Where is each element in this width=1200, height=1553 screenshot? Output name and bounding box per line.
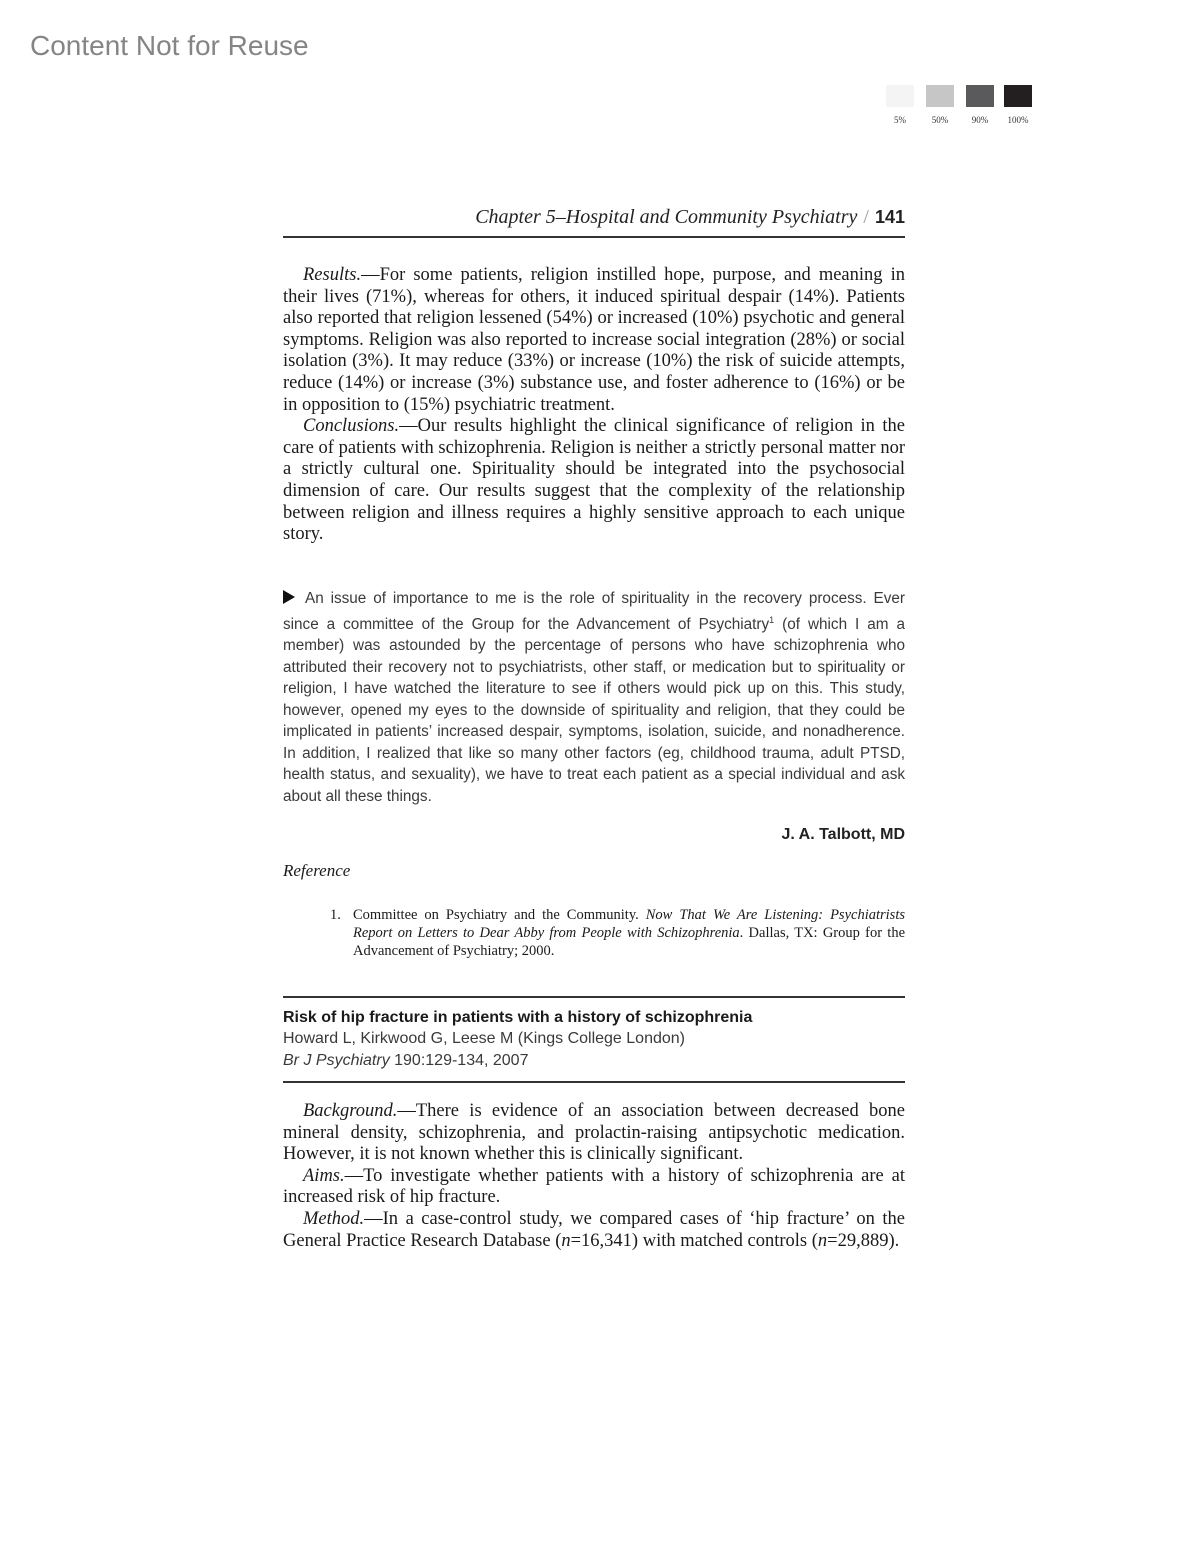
conclusions-lead: Conclusions. bbox=[303, 416, 400, 437]
running-head-separator: / bbox=[863, 206, 869, 228]
reference-item bbox=[330, 906, 905, 960]
results-lead: Results. bbox=[303, 265, 362, 285]
swatch-50 bbox=[926, 85, 954, 107]
n-symbol: n bbox=[561, 1230, 571, 1251]
swatch-100 bbox=[1004, 85, 1032, 107]
article-authors: Howard L, Kirkwood G, Leese M (Kings College London) bbox=[283, 1030, 685, 1047]
swatch-90 bbox=[966, 85, 994, 107]
header-rule bbox=[283, 236, 905, 238]
method-paragraph bbox=[283, 1209, 905, 1252]
conclusions-paragraph bbox=[283, 416, 905, 546]
reference-marker: 1 bbox=[769, 614, 775, 625]
watermark: Content Not for Reuse bbox=[30, 30, 309, 61]
comment-text-continued: (of which I am a member) was astounded by the percentage of persons who have schizophrenia who attributed their recovery not to psychiatrists, other staff, or medication but to spirituality or religion, I have watched the literature to see if others would pick up on this. This study, however, opened my eyes to the downside of spirituality and religion, that they could be implicated in patients’ increased despair, symptoms, isolation, suicide, and nonadherence. In addition, I realized that like so many other factors (eg, childhood trauma, adult PTSD, health status, and sexuality), we have to treat each patient as a special individual and ask about all these things. bbox=[283, 615, 905, 805]
results-text: —For some patients, religion instilled hope, purpose, and meaning in their lives (71%), whereas for others, it induced spiritual despair (14%). Patients also reported that religion lessened (54%) or increased (10%) psychotic and general symptoms. Religion was also reported to increase social integration (28%) or social isolation (3%). It may reduce (33%) or increase (10%) the risk of suicide attempts, reduce (14%) or increase (3%) substance use, and foster adherence to (16%) or be in opposition to (15%) psychiatric treatment. bbox=[283, 265, 905, 415]
abstract-continued bbox=[283, 265, 905, 546]
aims-paragraph bbox=[283, 1166, 905, 1209]
reference-number: 1. bbox=[330, 907, 341, 923]
swatch-label: 100% bbox=[1007, 115, 1029, 125]
reference-publisher: . Dallas, TX: Group for the Advancement of Psychiatry; 2000. bbox=[353, 925, 906, 959]
background-paragraph bbox=[283, 1101, 905, 1166]
swatch-label: 90% bbox=[971, 115, 989, 125]
aims-text: —To investigate whether patients with a history of schizophrenia are at increased risk of hip fracture. bbox=[283, 1165, 905, 1208]
method-text-2: =16,341) with matched controls ( bbox=[570, 1230, 818, 1251]
results-paragraph bbox=[283, 265, 905, 416]
background-text: —There is evidence of an association between decreased bone mineral density, schizophrenia, and prolactin-raising antipsychotic medication. However, it is not known whether this is clinically significant. bbox=[283, 1101, 905, 1165]
article-citation bbox=[283, 1050, 905, 1072]
n-symbol: n bbox=[817, 1230, 828, 1251]
swatch-label: 5% bbox=[894, 115, 906, 125]
editorial-comment bbox=[283, 588, 905, 807]
method-text: —In a case-control study, we compared cases of ‘hip fracture’ on the General Practice Research Database ( bbox=[283, 1208, 905, 1251]
article-title: Risk of hip fracture in patients with a history of schizophrenia bbox=[283, 1009, 753, 1026]
reference-heading: Reference bbox=[283, 861, 351, 880]
citation-details: 190:129-134, 2007 bbox=[389, 1051, 529, 1069]
comment-text: An issue of importance to me is the role of spirituality in the recovery process. Ever since a committee of the Group for the Advancement of Psychiatry bbox=[283, 590, 905, 633]
running-head bbox=[475, 206, 905, 229]
chapter-title: Chapter 5–Hospital and Community Psychiatry bbox=[475, 206, 858, 228]
page-number: 141 bbox=[874, 207, 905, 227]
aims-lead: Aims. bbox=[303, 1165, 345, 1186]
reference-title: Now That We Are Listening: Psychiatrists Report on Letters to Dear Abby from People with Schizophrenia bbox=[353, 907, 905, 941]
journal-name: Br J Psychiatry bbox=[283, 1051, 390, 1069]
swatch-label: 50% bbox=[931, 115, 949, 125]
reference-authors: Committee on Psychiatry and the Community. bbox=[353, 907, 646, 923]
article-bottom-rule bbox=[283, 1081, 905, 1083]
method-lead: Method. bbox=[303, 1208, 365, 1229]
article-top-rule bbox=[283, 996, 905, 998]
article-abstract bbox=[283, 1101, 905, 1252]
triangle-bullet-icon bbox=[283, 590, 295, 604]
method-text-3: =29,889). bbox=[827, 1230, 900, 1251]
article-header bbox=[283, 1007, 905, 1071]
comment-author: J. A. Talbott, MD bbox=[781, 826, 905, 843]
background-lead: Background. bbox=[303, 1101, 398, 1121]
swatch-5 bbox=[886, 85, 914, 107]
conclusions-text: —Our results highlight the clinical significance of religion in the care of patients with schizophrenia. Religion is neither a strictly personal matter nor a strictly cultural one. Spirituality should be integrated into the psychosocial dimension of care. Our results suggest that the complexity of the relationship between religion and illness requires a highly sensitive approach to each unique story. bbox=[283, 416, 905, 545]
